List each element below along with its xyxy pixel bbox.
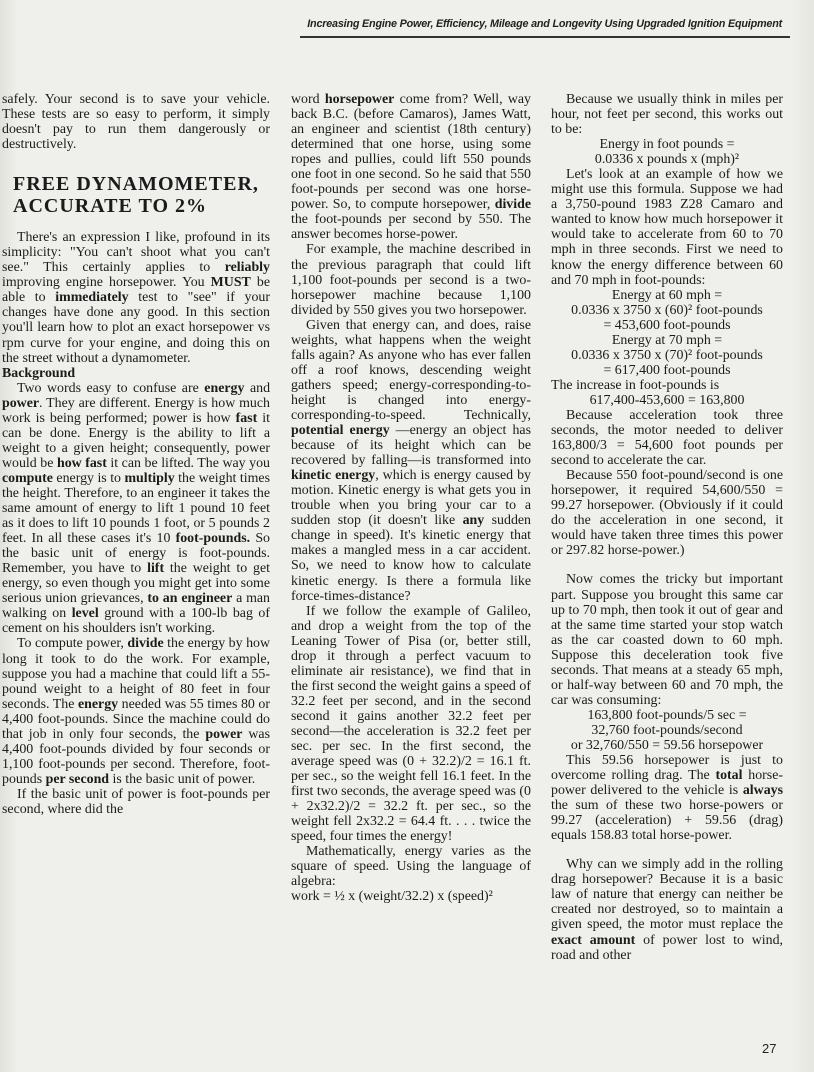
equation-line: 0.0336 x 3750 x (60)² foot-pounds bbox=[571, 302, 763, 318]
paragraph: word horsepower come from? Well, way back B.C. (before Camaros), James Watt, an engineer and scientist (18th century) determined that one horse, using some ropes and pullies, could lift 550 pounds one foot in one second. So he said that 550 foot-pounds per second was one horse-power. So, to compute horsepower, divide the foot-pounds per second by 550. The answer becomes horse-power. bbox=[291, 92, 531, 243]
equation-line: or 32,760/550 = 59.56 horsepower bbox=[570, 737, 764, 753]
paragraph: To compute power, divide the energy by how long it took to do the work. For example, suppose you had a machine that could lift a 55-pound weight to a height of 80 feet in four seconds. The energy needed was 55 times 80 or 4,400 foot-pounds. Since the machine could do that job in only four seconds, the power was 4,400 foot-pounds divided by four seconds or 1,100 foot-pounds per second. Therefore, foot-pounds per second is the basic unit of power. bbox=[2, 636, 271, 787]
paragraph: Because 550 foot-pound/second is one horsepower, it required 54,600/550 = 99.27 horsepower. (Obviously if it could do the acceleration in one second, it would have taken three times this power or 297.82 horse-power.) bbox=[551, 468, 783, 559]
equation-line: = 453,600 foot-pounds bbox=[603, 317, 731, 333]
equation-line: 617,400-453,600 = 163,800 bbox=[589, 392, 745, 408]
paragraph: This 59.56 horsepower is just to overcome rolling drag. The total horse-power delivered to the vehicle is always the sum of these two horse-powers or 99.27 (acceleration) + 59.56 (drag) equals 158.83 total horse-power. bbox=[551, 753, 783, 844]
paragraph: Because acceleration took three seconds, the motor needed to deliver 163,800/3 = 54,600 foot pounds per second to accelerate the car. bbox=[551, 407, 783, 469]
text-column-2 bbox=[291, 92, 531, 905]
equation-line: 0.0336 x pounds x (mph)² bbox=[594, 152, 740, 168]
text-column-1 bbox=[2, 92, 270, 817]
equation-line: 0.0336 x 3750 x (70)² foot-pounds bbox=[571, 347, 763, 363]
subheading: Background bbox=[2, 365, 76, 381]
paragraph: Why can we simply add in the rolling drag horsepower? Because it is a basic law of nature that energy can neither be created nor destroyed, so to maintain a given speed, the motor must replace the exact amount of power lost to wind, road and other bbox=[551, 857, 784, 963]
paragraph: safely. Your second is to save your vehicle. These tests are so easy to perform, it simply doesn't pay to run them dangerously or destructively. bbox=[2, 92, 270, 153]
paragraph: Given that energy can, and does, raise weights, what happens when the weight falls again? As anyone who has ever fallen off a roof knows, descending weight gathers speed; energy-corresponding-to-height is changed into energy-corresponding-to-speed. Technically, potential energy —energy an object has because of its height which can be recovered by falling—is transformed into kinetic energy, which is energy caused by motion. Kinetic energy is what gets you in trouble when you bring your car to a sudden stop (it doesn't like any sudden change in speed). It's kinetic energy that makes a mangled mess in a car accident. So, we need to know how to calculate kinetic energy. Is there a formula like force-times-distance? bbox=[291, 317, 531, 604]
header-rule bbox=[300, 36, 790, 38]
paragraph: Because we usually think in miles per hour, not feet per second, this works out to be: bbox=[551, 92, 783, 138]
paragraph: Mathematically, energy varies as the square of speed. Using the language of algebra: bbox=[291, 844, 531, 890]
equation-line: 163,800 foot-pounds/5 sec = bbox=[587, 707, 747, 723]
paragraph: There's an expression I like, profound in its simplicity: "You can't shoot what you can't see." This certainly applies to reliably improving engine horsepower. You MUST be able to immediately test to "see" if your changes have done any good. In this section you'll learn how to plot an exact horsepower vs rpm curve for your engine, and doing this on the street without a dynamometer. bbox=[2, 230, 270, 366]
paragraph: For example, the machine described in the previous paragraph that could lift 1,100 foot-pounds per second is a two-horsepower machine because 1,100 divided by 550 gives you two horsepower. bbox=[291, 242, 531, 318]
page-number: 27 bbox=[762, 1041, 777, 1056]
paragraph: If we follow the example of Galileo, and drop a weight from the top of the Leaning Tower of Pisa (or, better still, drop it through a perfect vacuum to eliminate air resistance), we find that in the first second the weight gains a speed of 32.2 feet per second, and in the second second it gains another 32.2 feet per second—the acceleration is 32.2 feet per sec. per sec. In the first second, the average speed was (0 + 32.2)/2 = 16.1 ft. per sec., so the weight fell 16.1 feet. In the first two seconds, the average speed was (0 + 2x32.2)/2 = 32.2 ft. per sec., so the weight fell 2x32.2 = 64.4 ft. . . . twice the speed, four times the energy! bbox=[291, 603, 531, 845]
equation-line: Energy at 60 mph = bbox=[611, 287, 723, 303]
text-column-3 bbox=[551, 92, 783, 963]
formula: work = ½ x (weight/32.2) x (speed)² bbox=[291, 889, 493, 905]
paragraph: If the basic unit of power is foot-pounds per second, where did the bbox=[2, 786, 270, 817]
equation-line: = 617,400 foot-pounds bbox=[603, 362, 731, 378]
paragraph: Two words easy to confuse are energy and power. They are different. Energy is how much work is being performed; power is how fast it can be done. Energy is the ability to lift a weight to a given height; consequently, power would be how fast it can be lifted. The way you compute energy is to multiply the weight times the height. Therefore, to an engineer it takes the same amount of energy to lift 1 pound 10 feet as it does to lift 10 pounds 1 foot, or 5 pounds 2 feet. In all these cases it's 10 foot-pounds. So the basic unit of energy is foot-pounds. Remember, you have to lift the weight to get energy, so even though you might get into some serious union grievances, to an engineer a man walking on level ground with a 100-lb bag of cement on his shoulders isn't working. bbox=[2, 380, 271, 637]
equation-line: The increase in foot-pounds is bbox=[551, 377, 720, 393]
equation-line: Energy at 70 mph = bbox=[611, 332, 723, 348]
running-header: Increasing Engine Power, Efficiency, Mileage and Longevity Using Upgraded Ignition Equipment bbox=[307, 18, 782, 30]
section-heading: FREE DYNAMOMETER, ACCURATE TO 2% bbox=[13, 173, 259, 218]
paragraph: Now comes the tricky but important part. Suppose you brought this same car up to 70 mph, then took it out of gear and at the same time started your stop watch as the car coasted down to 60 mph. Suppose this deceleration took five seconds. That means at a steady 65 mph, or half-way between 60 and 70 mph, the car was consuming: bbox=[551, 572, 783, 708]
equation-line: Energy in foot pounds = bbox=[599, 137, 735, 153]
equation-line: 32,760 foot-pounds/second bbox=[591, 722, 743, 738]
paragraph: Let's look at an example of how we might use this formula. Suppose we had a 3,750-pound 1983 Z28 Camaro and wanted to know how much horsepower it would take to accelerate from 60 to 70 mph in three seconds. First we need to know the energy difference between 60 and 70 mph in foot-pounds: bbox=[551, 167, 783, 288]
